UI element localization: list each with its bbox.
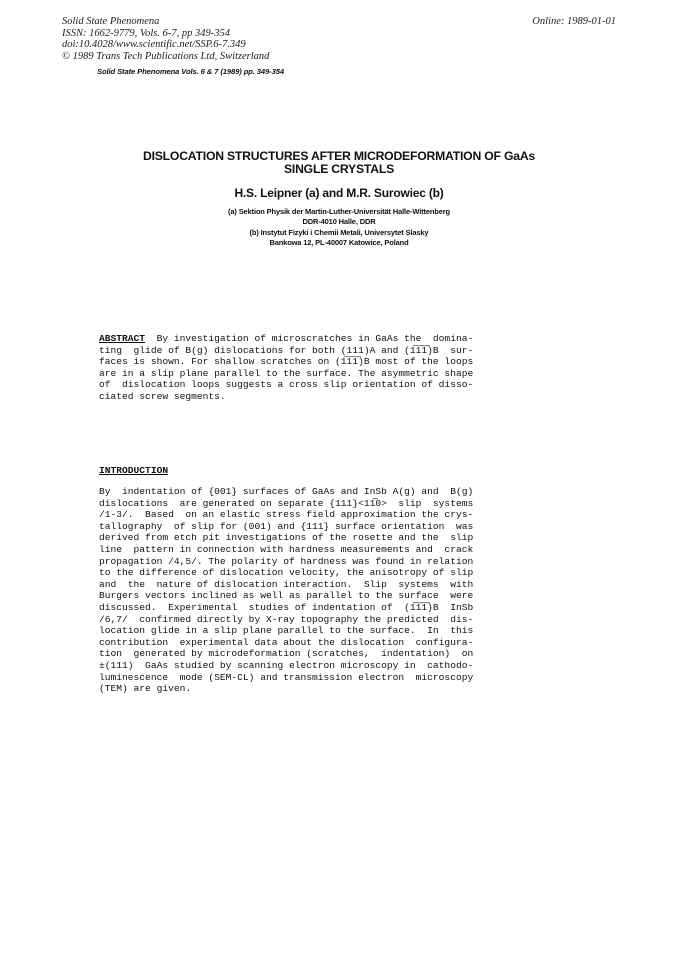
- intro-line: Burgers vectors inclined as well as parallel to the surface were: [99, 590, 474, 602]
- abstract-line: of dislocation loops suggests a cross slip orientation of disso-: [99, 379, 474, 391]
- intro-line: By indentation of {001} surfaces of GaAs and InSb A(g) and B(g): [99, 486, 474, 497]
- citation-line: © 1989 Trans Tech Publications Ltd, Switzerland: [62, 50, 270, 62]
- journal-line: Solid State Phenomena Vols. 6 & 7 (1989) pp. 349-354: [97, 67, 284, 76]
- authors: H.S. Leipner (a) and M.R. Surowiec (b): [234, 186, 444, 200]
- affiliations: [0, 207, 678, 249]
- affiliation-line: DDR-4010 Halle, DDR: [302, 217, 376, 227]
- intro-line: discussed. Experimental studies of indentation of (1̅1̅1̅)B InSb: [99, 601, 474, 613]
- intro-line: and the nature of dislocation interaction. Slip systems with: [99, 578, 474, 590]
- abstract-line: [99, 333, 529, 345]
- citation-header: [62, 16, 269, 62]
- paper-title: [0, 150, 678, 176]
- intro-line: location glide in a slip plane parallel to the surface. In this: [99, 625, 474, 637]
- intro-line: ±(111) GaAs studied by scanning electron microscopy in cathodo-: [99, 659, 474, 671]
- intro-line: line pattern in connection with hardness measurements and crack: [99, 543, 474, 555]
- section-heading: INTRODUCTION: [99, 465, 169, 476]
- affiliation-line: (b) Instytut Fizyki i Chemii Metali, Universytet Slasky: [249, 227, 429, 237]
- affiliation-line: (a) Sektion Physik der Martin-Luther-Universität Halle-Wittenberg: [228, 207, 450, 216]
- abstract-label: ABSTRACT: [99, 333, 146, 344]
- abstract-line: ciated screw segments.: [99, 390, 226, 402]
- online-date: Online: 1989-01-01: [532, 16, 616, 27]
- citation-line: doi:10.4028/www.scientific.net/SSP.6-7.349: [62, 39, 246, 51]
- citation-line: ISSN: 1662-9779, Vols. 6-7, pp 349-354: [62, 27, 230, 39]
- introduction-body: [99, 486, 529, 695]
- intro-line: tallography of slip for (001) and {111} surface orientation was: [99, 520, 474, 532]
- abstract-line: faces is shown. For shallow scratches on (1̅1̅1̅)B most of the loops: [99, 356, 474, 368]
- intro-line: derived from etch pit investigations of the rosette and the slip: [99, 532, 474, 544]
- abstract-line: are in a slip plane parallel to the surface. The asymmetric shape: [99, 367, 474, 379]
- intro-line: dislocations are generated on separate {111}<11̅0> slip systems: [99, 497, 474, 509]
- intro-line: to the difference of dislocation velocity, the anisotropy of slip: [99, 567, 474, 579]
- intro-line: /6,7/ confirmed directly by X-ray topography the predicted dis-: [99, 613, 474, 625]
- intro-line: propagation /4,5/. The polarity of hardness was found in relation: [99, 555, 474, 567]
- affiliation-line: Bankowa 12, PL-40007 Katowice, Poland: [269, 238, 409, 248]
- intro-line: tion generated by microdeformation (scratches, indentation) on: [99, 648, 474, 660]
- title-line: DISLOCATION STRUCTURES AFTER MICRODEFORMATION OF GaAs: [142, 149, 536, 163]
- abstract-text: By investigation of microscratches in GaAs the domina-: [145, 333, 474, 344]
- intro-line: luminescence mode (SEM-CL) and transmission electron microscopy: [99, 671, 474, 683]
- intro-line: /1-3/. Based on an elastic stress field approximation the crys-: [99, 509, 474, 521]
- abstract: [99, 333, 529, 403]
- intro-line: contribution experimental data about the dislocation configura-: [99, 636, 474, 648]
- intro-line: (TEM) are given.: [99, 683, 192, 695]
- citation-line: Solid State Phenomena: [62, 16, 160, 27]
- title-line: SINGLE CRYSTALS: [283, 162, 395, 176]
- abstract-line: ting glide of B(g) dislocations for both (111)A and (1̅1̅1̅)B sur-: [99, 344, 474, 356]
